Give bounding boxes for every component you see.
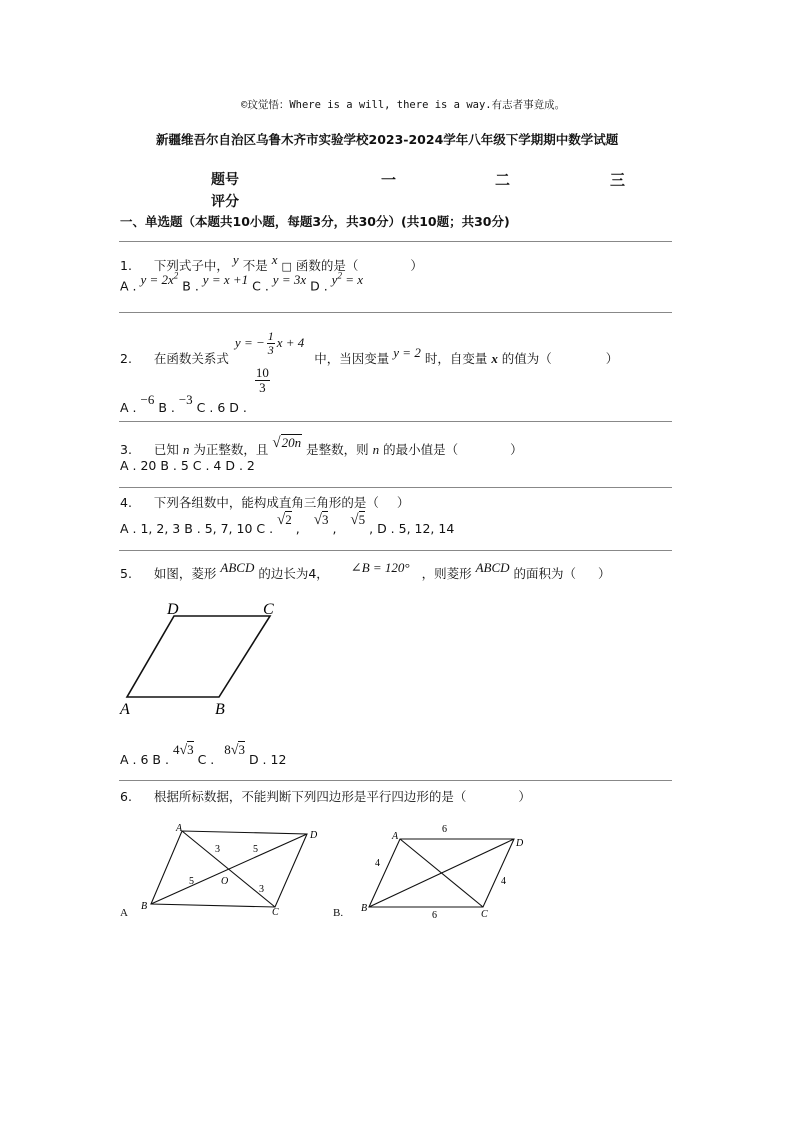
question-1: 1. 下列式子中， y 不是 x □ 函数的是（ ） (120, 252, 423, 273)
divider (119, 241, 672, 242)
vertex-label-A: A (392, 831, 399, 842)
parallelogram-figure-a (135, 818, 335, 920)
figure-a-caption: A (120, 907, 128, 919)
question-6: 6. 根据所标数据，不能判断下列四边形是平行四边形的是（ ） (120, 789, 531, 804)
question-number: 3. (120, 442, 132, 457)
question-number: 1. (120, 258, 132, 273)
score-column-3: 三 (610, 171, 626, 189)
divider (119, 312, 672, 313)
segment-label: 5 (189, 876, 194, 887)
question-5-options: A . 6 B . 4√3 C . 8√3 D . 12 (120, 742, 287, 767)
page-title: 新疆维吾尔自治区乌鲁木齐市实验学校2023-2024学年八年级下学期期中数学试题 (156, 132, 619, 147)
divider (119, 550, 672, 551)
question-3-options: A . 20 B . 5 C . 4 D . 2 (120, 458, 255, 473)
vertex-label-C: C (263, 601, 274, 618)
segment-label: 3 (215, 844, 220, 855)
side-label-left: 4 (375, 858, 380, 869)
diagonal-bd (151, 834, 307, 904)
score-table-row-label: 题号 (211, 172, 239, 188)
score-column-1: 一 (381, 171, 397, 189)
rhombus-figure (110, 596, 310, 720)
vertex-label-B: B (141, 901, 148, 912)
question-number: 5. (120, 566, 132, 581)
section-heading: 一、单选题（本题共10小题，每题3分，共30分）(共10题；共30分) (120, 214, 510, 229)
score-table-score-label: 评分 (211, 194, 239, 210)
diagonal-bd (369, 839, 514, 907)
side-label-top: 6 (442, 824, 447, 835)
vertex-label-D: D (167, 601, 179, 618)
side-label-bottom: 6 (432, 910, 437, 920)
divider (119, 780, 672, 781)
rhombus-shape (127, 616, 270, 697)
question-5: 5. 如图，菱形 ABCD 的边长为4， ∠B = 120° ，则菱形 ABCD 的面积为（ ） (120, 560, 611, 581)
segment-label: 5 (253, 844, 258, 855)
vertex-label-B: B (215, 701, 225, 718)
question-number: 2. (120, 351, 132, 367)
question-1-options: A . $y = 2x^2$ B . y = x +1 C . y = 3x D . $y^2 = x$ (120, 271, 363, 294)
vertex-label-B: B (361, 903, 368, 914)
question-2-options: A . −6 B . −3 C . 6 D . $\frac{10}{3}$ (120, 365, 269, 415)
vertex-label-A: A (176, 823, 183, 834)
divider (119, 487, 672, 488)
question-3: 3. 已知 n 为正整数，且 √20n 是整数，则 n 的最小值是（ ） (120, 435, 523, 457)
question-4-options: A . 1, 2, 3 B . 5, 7, 10 C . √2 , √3 , √5 , D . 5, 12, 14 (120, 512, 455, 536)
figure-b-caption: B. (333, 907, 344, 919)
question-number: 6. (120, 789, 132, 804)
center-label-O: O (221, 876, 229, 887)
segment-label: 3 (259, 884, 264, 895)
score-column-2: 二 (495, 171, 511, 189)
motto: ©玟觉悟：Where is a will, there is a way.有志者事竟成。 (241, 99, 566, 111)
question-2: 2. 在函数关系式 y = − $\frac{1}{3}$ x + 4 中，当因变量 y = 2 时，自变量 x 的值为（ ） (120, 329, 619, 367)
vertex-label-C: C (272, 907, 279, 918)
side-label-right: 4 (501, 876, 506, 887)
vertex-label-D: D (516, 838, 524, 849)
parallelogram-figure-b (356, 818, 536, 920)
vertex-label-A: A (120, 701, 130, 718)
question-number: 4. (120, 495, 132, 510)
vertex-label-C: C (481, 909, 488, 920)
divider (119, 421, 672, 422)
question-4: 4. 下列各组数中，能构成直角三角形的是（ ） (120, 495, 410, 510)
vertex-label-D: D (310, 830, 318, 841)
